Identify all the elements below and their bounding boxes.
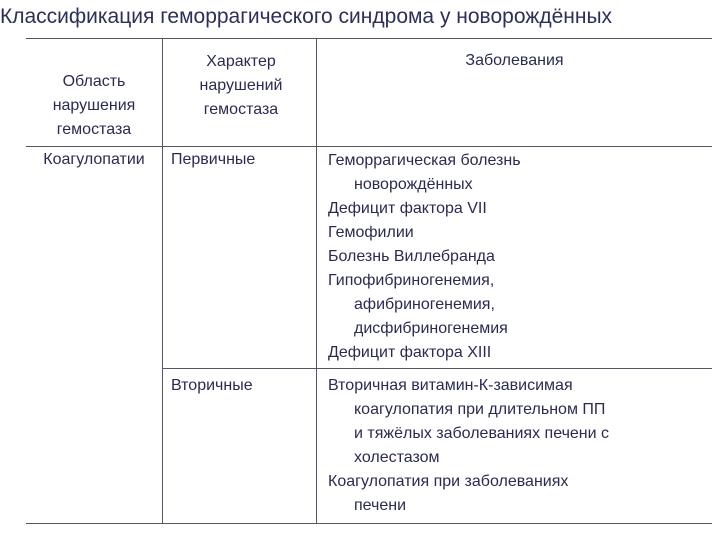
character-secondary: Вторичные <box>171 377 253 394</box>
character-primary: Первичные <box>171 151 256 168</box>
disease-line: Гемофилии <box>328 224 414 241</box>
disease-line: Коагулопатия при заболеваниях <box>328 473 569 490</box>
header-diseases-line: Заболевания <box>465 52 564 69</box>
disease-line: и тяжёлых заболеваниях печени с <box>354 425 610 442</box>
diseases-secondary <box>328 374 708 518</box>
disease-line: Дефицит фактора VII <box>328 200 487 217</box>
header-diseases <box>317 49 712 73</box>
column-divider-2 <box>316 38 317 524</box>
disease-line: дисфибриногенемия <box>354 320 508 337</box>
disease-line: печени <box>354 497 407 514</box>
area-coagulopathies: Коагулопатии <box>43 151 145 168</box>
header-area-line: гемостаза <box>56 121 132 138</box>
header-area <box>26 70 162 142</box>
disease-line: Болезнь Виллебранда <box>328 248 495 265</box>
disease-line: Дефицит фактора XIII <box>328 344 492 361</box>
header-character-line: Характер <box>206 53 276 70</box>
disease-line: коагулопатия при длительном ПП <box>354 401 606 418</box>
row-divider <box>162 368 712 369</box>
header-character-line: гемостаза <box>203 101 279 118</box>
disease-line: новорождённых <box>354 176 473 193</box>
disease-line: Геморрагическая болезнь <box>328 152 521 169</box>
column-divider-1 <box>162 38 163 524</box>
header-character <box>166 50 316 122</box>
classification-table <box>26 38 712 524</box>
header-character-line: нарушений <box>199 77 283 94</box>
header-divider <box>26 146 712 147</box>
header-area-line: нарушения <box>52 97 136 114</box>
disease-line: Вторичная витамин-К-зависимая <box>328 377 573 394</box>
disease-line: афибриногенемия, <box>354 296 495 313</box>
diseases-primary <box>328 149 708 365</box>
disease-line: холестазом <box>354 449 440 466</box>
table-bottom-border <box>26 523 712 524</box>
disease-line: Гипофибриногенемия, <box>328 272 495 289</box>
page-title: Классификация геморрагического синдрома у новорождённых <box>0 5 613 28</box>
header-area-line: Область <box>62 73 126 90</box>
table-top-border <box>26 38 712 39</box>
